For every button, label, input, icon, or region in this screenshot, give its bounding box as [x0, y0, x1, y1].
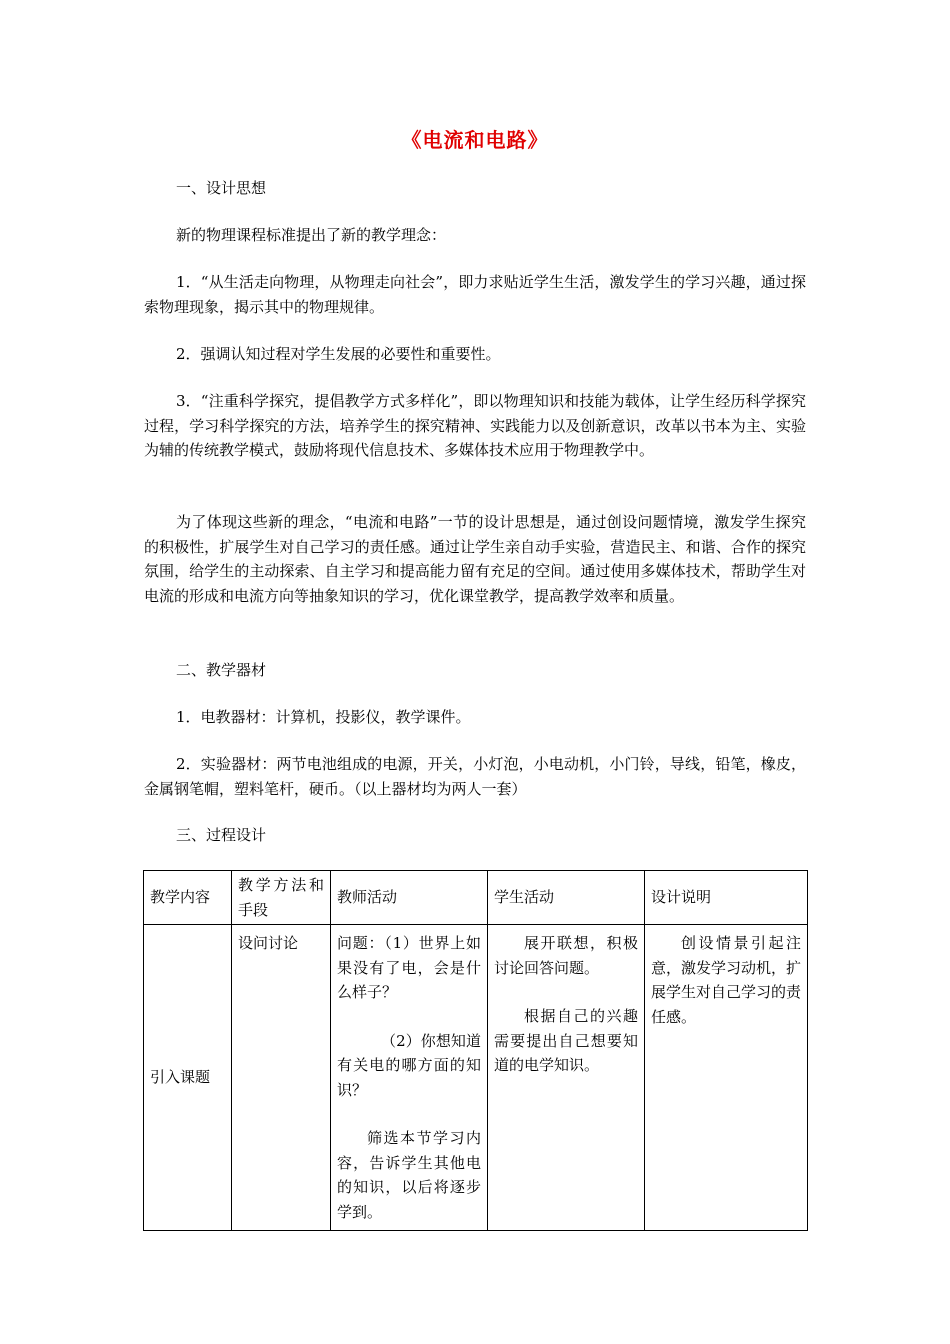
- cell-content: 引入课题: [144, 925, 232, 1231]
- student-activity-2: 根据自己的兴趣需要提出自己想要知道的电学知识。: [494, 1007, 638, 1074]
- cell-method: 设问讨论: [232, 925, 331, 1231]
- header-note: 设计说明: [645, 871, 808, 925]
- table-header-row: [144, 871, 808, 925]
- student-activity-1: 展开联想，积极讨论回答问题。: [494, 934, 638, 977]
- table-row: [144, 925, 808, 1231]
- section-heading-equipment: 二、教学器材: [176, 661, 267, 679]
- paragraph-intro: 新的物理课程标准提出了新的教学理念：: [176, 226, 447, 244]
- teacher-question-1: 问题：（1）世界上如果没有了电，会是什么样子？: [337, 934, 481, 1001]
- design-note: 创设情景引起注意，激发学习动机，扩展学生对自己学习的责任感。: [651, 934, 802, 1026]
- cell-note: [645, 925, 808, 1231]
- paragraph-point-1: 1．“从生活走向物理，从物理走向社会”，即力求贴近学生生活，激发学生的学习兴趣，通过探索物理现象，揭示其中的物理规律。: [144, 273, 806, 316]
- teacher-filter: 筛选本节学习内容，告诉学生其他电的知识，以后将逐步学到。: [337, 1129, 481, 1221]
- header-method: 教学方法和手段: [232, 871, 331, 925]
- teacher-question-2: （2）你想知道有关电的哪方面的知识？: [337, 1031, 481, 1099]
- paragraph-point-2: 2．强调认知过程对学生发展的必要性和重要性。: [176, 345, 501, 363]
- paragraph-design-idea: 为了体现这些新的理念，“电流和电路”一节的设计思想是，通过创设问题情境，激发学生探究的积极性，扩展学生对自己学习的责任感。通过让学生亲自动手实验，营造民主、和谐、合作的探究氛围，给学生的主动探索、自主学习和提高能力留有充足的空间。通过使用多媒体技术，帮助学生对电流的形成和电流方向等抽象知识的学习，优化课堂教学，提高教学效率和质量。: [144, 513, 806, 605]
- header-student: 学生活动: [488, 871, 645, 925]
- cell-teacher: [331, 925, 488, 1231]
- paragraph-electronic-equipment: 1．电教器材：计算机，投影仪，教学课件。: [176, 708, 471, 726]
- process-design-table: [143, 870, 808, 1231]
- header-teacher: 教师活动: [331, 871, 488, 925]
- section-heading-design: 一、设计思想: [176, 179, 267, 197]
- document-title: 《电流和电路》: [401, 128, 549, 152]
- paragraph-point-3: 3．“注重科学探究，提倡教学方式多样化”，即以物理知识和技能为载体，让学生经历科学探究过程，学习科学探究的方法，培养学生的探究精神、实践能力以及创新意识，改革以书本为主、实验为辅的传统教学模式，鼓励将现代信息技术、多媒体技术应用于物理教学中。: [144, 392, 806, 459]
- section-heading-process: 三、过程设计: [176, 826, 267, 844]
- paragraph-experiment-equipment: 2．实验器材：两节电池组成的电源，开关，小灯泡，小电动机，小门铃，导线，铅笔，橡皮，金属钢笔帽，塑料笔杆，硬币。（以上器材均为两人一套）: [144, 755, 806, 798]
- header-content: 教学内容: [144, 871, 232, 925]
- cell-student: [488, 925, 645, 1231]
